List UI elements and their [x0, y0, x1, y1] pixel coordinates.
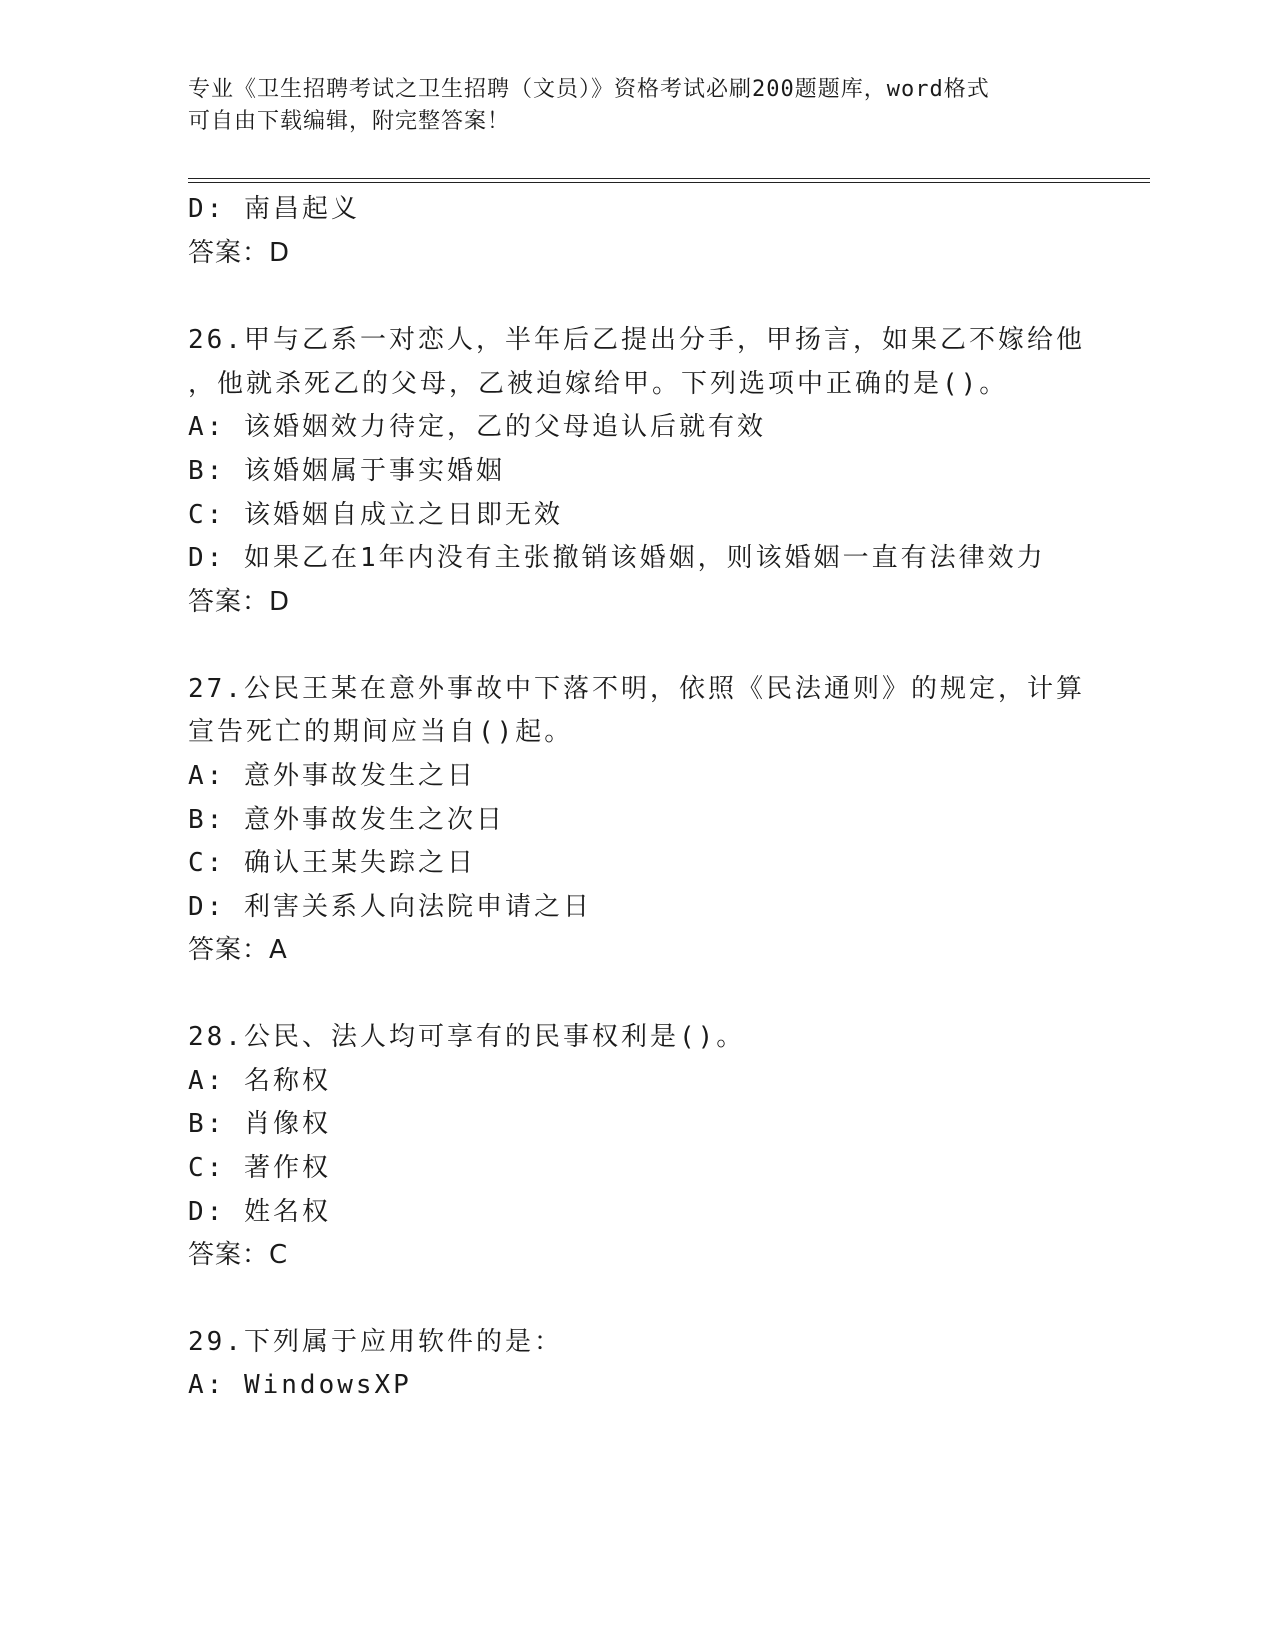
q27-option-d: D: 利害关系人向法院申请之日 — [188, 892, 592, 922]
q29-option-a: A: WindowsXP — [188, 1370, 412, 1400]
q27-option-b: B: 意外事故发生之次日 — [188, 805, 505, 835]
q26-stem-line-2: ，他就杀死乙的父母，乙被迫嫁给甲。下列选项中正确的是()。 — [188, 369, 1009, 399]
document-header — [188, 74, 1088, 138]
header-divider-top — [188, 178, 1150, 179]
q28-option-c: C: 著作权 — [188, 1153, 331, 1183]
q25-answer: 答案：D — [188, 238, 291, 268]
q28-stem-line-1: 28.公民、法人均可享有的民事权利是()。 — [188, 1022, 746, 1052]
q26-stem-line-1: 26.甲与乙系一对恋人，半年后乙提出分手，甲扬言，如果乙不嫁给他 — [188, 325, 1085, 355]
q26-option-b: B: 该婚姻属于事实婚姻 — [188, 456, 505, 486]
q27-stem-line-1: 27.公民王某在意外事故中下落不明，依照《民法通则》的规定，计算 — [188, 674, 1085, 704]
q28-answer: 答案：C — [188, 1240, 289, 1270]
header-divider-bottom — [188, 182, 1150, 183]
q27-option-a: A: 意外事故发生之日 — [188, 761, 476, 791]
q26-answer: 答案：D — [188, 587, 291, 617]
q29-stem-line-1: 29.下列属于应用软件的是： — [188, 1327, 563, 1357]
q28-option-b: B: 肖像权 — [188, 1109, 331, 1139]
q26-option-a: A: 该婚姻效力待定，乙的父母追认后就有效 — [188, 412, 766, 442]
q28-option-a: A: 名称权 — [188, 1066, 331, 1096]
q27-answer: 答案：A — [188, 935, 288, 965]
q28-option-d: D: 姓名权 — [188, 1197, 331, 1227]
q27-stem-line-2: 宣告死亡的期间应当自()起。 — [188, 717, 574, 747]
q27-option-c: C: 确认王某失踪之日 — [188, 848, 476, 878]
q26-option-c: C: 该婚姻自成立之日即无效 — [188, 500, 563, 530]
header-line-1: 专业《卫生招聘考试之卫生招聘（文员）》资格考试必刷200题题库，word格式 — [188, 77, 990, 102]
q25-option-d: D: 南昌起义 — [188, 194, 360, 224]
header-line-2: 可自由下载编辑，附完整答案！ — [188, 109, 511, 134]
q26-option-d: D: 如果乙在1年内没有主张撤销该婚姻，则该婚姻一直有法律效力 — [188, 543, 1046, 573]
